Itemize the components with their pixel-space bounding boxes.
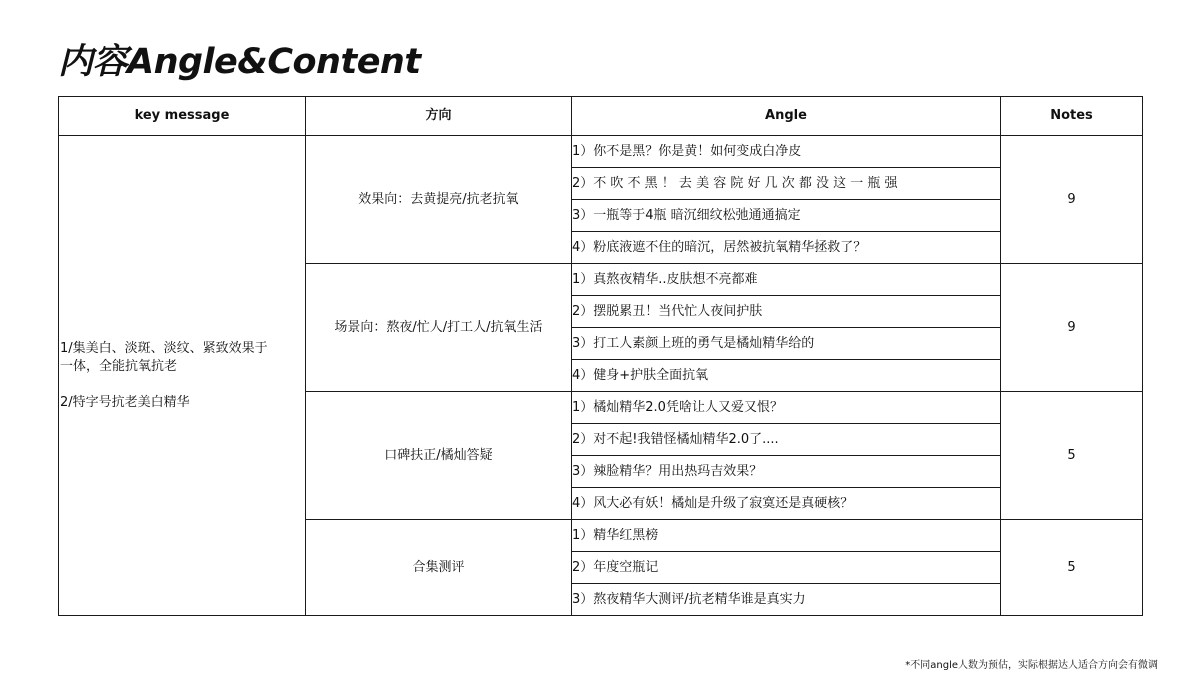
direction-cell: 效果向：去黄提亮/抗老抗氧 [306, 136, 572, 264]
key-message-line: 2/特字号抗老美白精华 [60, 394, 190, 410]
key-message-line: 1/集美白、淡斑、淡纹、紧致效果于 [60, 340, 268, 356]
angle-cell: 2）不 吹 不 黑 ！ 去 美 容 院 好 几 次 都 没 这 一 瓶 强 [572, 168, 1001, 200]
angle-cell: 1）橘灿精华2.0凭啥让人又爱又恨？ [572, 392, 1001, 424]
page-title: 内容Angle&Content [58, 42, 421, 82]
content-table [58, 96, 1143, 616]
angle-cell: 3）熬夜精华大测评/抗老精华谁是真实力 [572, 584, 1001, 616]
key-message-cell [59, 136, 306, 616]
angle-cell: 3）一瓶等于4瓶 暗沉细纹松弛通通搞定 [572, 200, 1001, 232]
notes-cell: 9 [1001, 264, 1143, 392]
footnote: *不同angle人数为预估，实际根据达人适合方向会有微调 [905, 660, 1158, 671]
header-angle: Angle [572, 97, 1001, 136]
direction-cell: 合集测评 [306, 520, 572, 616]
header-key-message: key message [59, 97, 306, 136]
angle-cell: 2）摆脱累丑！当代忙人夜间护肤 [572, 296, 1001, 328]
angle-cell: 1）你不是黑？你是黄！如何变成白净皮 [572, 136, 1001, 168]
angle-cell: 1）精华红黑榜 [572, 520, 1001, 552]
notes-cell: 5 [1001, 520, 1143, 616]
table-row [59, 136, 1143, 168]
angle-cell: 3）打工人素颜上班的勇气是橘灿精华给的 [572, 328, 1001, 360]
angle-cell: 1）真熬夜精华..皮肤想不亮都难 [572, 264, 1001, 296]
notes-cell: 5 [1001, 392, 1143, 520]
direction-cell: 场景向：熬夜/忙人/打工人/抗氧生活 [306, 264, 572, 392]
angle-cell: 2）对不起!我错怪橘灿精华2.0了.... [572, 424, 1001, 456]
angle-cell: 4）健身+护肤全面抗氧 [572, 360, 1001, 392]
angle-cell: 4）风大必有妖！橘灿是升级了寂寞还是真硬核？ [572, 488, 1001, 520]
angle-cell: 4）粉底液遮不住的暗沉，居然被抗氧精华拯救了？ [572, 232, 1001, 264]
angle-cell: 2）年度空瓶记 [572, 552, 1001, 584]
direction-cell: 口碑扶正/橘灿答疑 [306, 392, 572, 520]
table-header-row [59, 97, 1143, 136]
notes-cell: 9 [1001, 136, 1143, 264]
angle-cell: 3）辣脸精华？用出热玛吉效果？ [572, 456, 1001, 488]
header-direction: 方向 [306, 97, 572, 136]
key-message-line: 一体，全能抗氧抗老 [60, 358, 178, 374]
header-notes: Notes [1001, 97, 1143, 136]
